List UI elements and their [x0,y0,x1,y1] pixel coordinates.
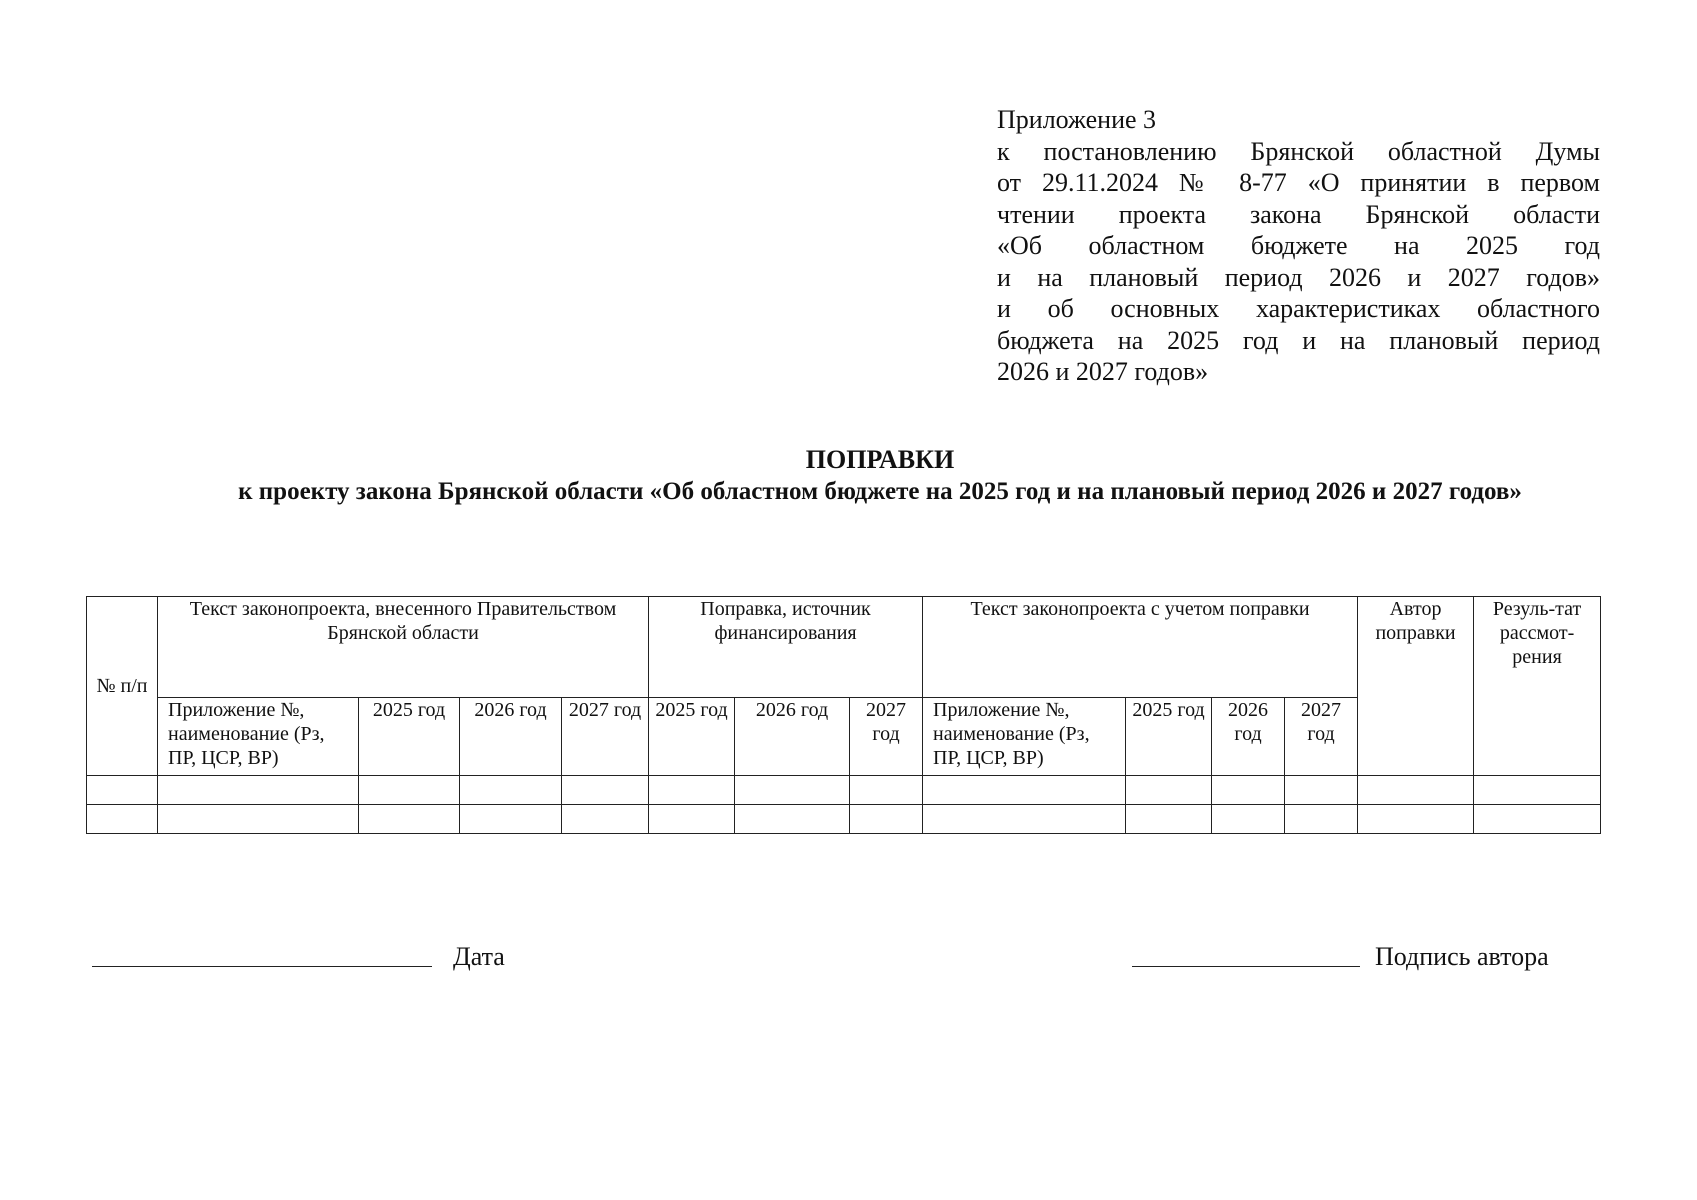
header-number: № п/п [87,597,158,776]
header-author: Автор поправки [1358,597,1474,776]
table-cell [562,776,649,805]
table-cell [158,776,359,805]
table-cell [923,805,1126,834]
table-cell [1285,776,1358,805]
subheader-year-2027: 2027 год [1285,698,1358,776]
appendix-heading: Приложение 3 [997,105,1157,134]
table-cell [359,805,460,834]
table-cell [850,776,923,805]
date-signature-line [92,966,432,967]
subheader-appendix: Приложение №, наименование (Рз, ПР, ЦСР, ВР) [158,698,359,776]
table-cell [1358,805,1474,834]
header-text-with-amendment: Текст законопроекта с учетом поправки [923,597,1358,698]
document-subtitle: к проекту закона Брянской области «Об областном бюджете на 2025 год и на плановый период 2026 и 2027 годов» [238,478,1522,505]
table-cell [1285,805,1358,834]
subheader-appendix: Приложение №, наименование (Рз, ПР, ЦСР, ВР) [923,698,1126,776]
table-cell [649,776,735,805]
table-cell [87,776,158,805]
amendments-table [86,596,1601,834]
table-cell [1474,776,1601,805]
appendix-line: чтении проекта закона Брянской области [997,199,1600,229]
subheader-year-2027: 2027 год [850,698,923,776]
author-signature-line [1132,966,1360,967]
table-cell [460,776,562,805]
table-cell [562,805,649,834]
appendix-line: бюджета на 2025 год и на плановый период [997,325,1600,355]
subheader-year-2025: 2025 год [359,698,460,776]
header-amendment: Поправка, источник финансирования [649,597,923,698]
table-cell [1212,805,1285,834]
table-cell [1358,776,1474,805]
table-row [87,805,1601,834]
subheader-year-2025: 2025 год [1126,698,1212,776]
appendix-line: и об основных характеристиках областного [997,294,1600,323]
table-cell [1212,776,1285,805]
table-cell [158,805,359,834]
date-label: Дата [453,942,505,971]
appendix-line: 2026 и 2027 годов» [997,357,1209,386]
header-result: Резуль-тат рассмот-рения [1474,597,1601,776]
appendix-line: и на плановый период 2026 и 2027 годов» [997,262,1600,292]
appendix-line: от 29.11.2024 № 8-77 «О принятии в первом [997,168,1600,197]
document-title: ПОПРАВКИ [805,445,955,474]
table-cell [87,805,158,834]
appendix-block [997,104,1600,388]
subheader-year-2026: 2026 год [735,698,850,776]
header-original-text: Текст законопроекта, внесенного Правительством Брянской области [158,597,649,698]
table-cell [359,776,460,805]
table-cell [649,805,735,834]
subheader-year-2025: 2025 год [649,698,735,776]
table-cell [1474,805,1601,834]
author-signature-label: Подпись автора [1375,942,1549,971]
table-cell [460,805,562,834]
table-cell [735,776,850,805]
table-cell [1126,776,1212,805]
subheader-year-2026: 2026 год [460,698,562,776]
header-row-top [87,597,1601,698]
appendix-line: «Об областном бюджете на 2025 год [997,231,1600,260]
table-cell [735,805,850,834]
appendix-line: к постановлению Брянской областной Думы [997,136,1600,166]
table-row [87,776,1601,805]
table-cell [850,805,923,834]
table-cell [1126,805,1212,834]
subheader-year-2026: 2026 год [1212,698,1285,776]
subheader-year-2027: 2027 год [562,698,649,776]
table-cell [923,776,1126,805]
